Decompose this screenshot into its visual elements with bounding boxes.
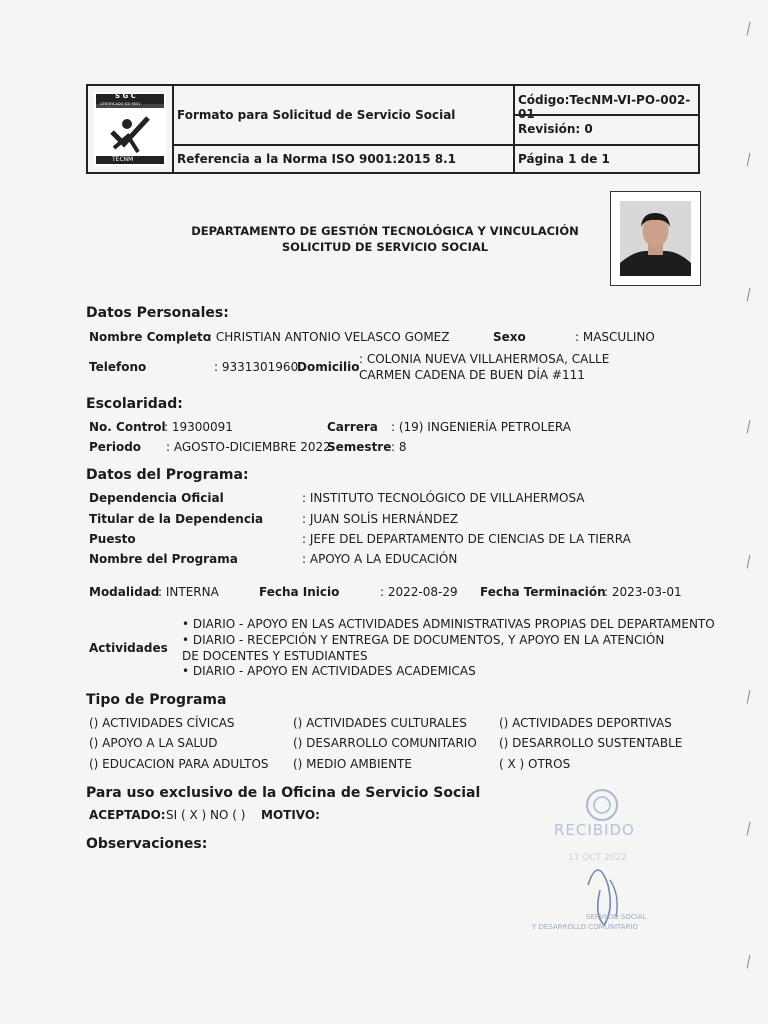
sex-label: Sexo (493, 330, 526, 344)
option-community: () DESARROLLO COMUNITARIO (293, 736, 477, 750)
career-value: : (19) INGENIERÍA PETROLERA (391, 420, 571, 434)
period-label: Periodo (89, 440, 142, 454)
received-stamp (520, 785, 680, 945)
control-label: No. Control (89, 420, 166, 434)
department-line: DEPARTAMENTO DE GESTIÓN TECNOLÓGICA Y VINCULACIÓN (191, 224, 579, 238)
option-sustainable: () DESARROLLO SUSTENTABLE (499, 736, 683, 750)
option-health: () APOYO A LA SALUD (89, 736, 218, 750)
reason-label: MOTIVO: (261, 808, 320, 822)
form-revision: Revisión: 0 (518, 122, 593, 136)
period-value: : AGOSTO-DICIEMBRE 2022 (166, 440, 331, 454)
activity-item: • DIARIO - APOYO EN LAS ACTIVIDADES ADMINISTRATIVAS PROPIAS DEL DEPARTAMENTO (182, 617, 715, 631)
address-value: : COLONIA NUEVA VILLAHERMOSA, CALLE CARMEN CADENA DE BUEN DÍA #111 (359, 352, 610, 382)
section-heading-school: Escolaridad: (86, 396, 183, 412)
section-heading-program-type: Tipo de Programa (86, 692, 227, 708)
form-code: Código:TecNM-VI-PO-002- (518, 93, 691, 107)
option-sports: () ACTIVIDADES DEPORTIVAS (499, 716, 672, 730)
section-heading-program: Datos del Programa: (86, 467, 249, 483)
header-table (86, 84, 700, 174)
stamp-received-text: RECIBIDO (554, 821, 635, 839)
stamp-line: SERVICIO SOCIAL (586, 913, 647, 921)
logo-cert-text: CERTIFICADO ISO 9001 (100, 102, 141, 106)
start-date-label: Fecha Inicio (259, 585, 340, 599)
norm-reference: Referencia a la Norma ISO 9001:2015 8.1 (177, 152, 457, 166)
scan-mark (747, 288, 754, 303)
end-date-label: Fecha Terminación (480, 585, 606, 599)
form-page: Página 1 de 1 (518, 152, 610, 166)
dependency-value: : INSTITUTO TECNOLÓGICO DE VILLAHERMOSA (302, 491, 585, 505)
accepted-label: ACEPTADO: (89, 808, 166, 822)
scan-mark (747, 555, 754, 570)
header-title-cell (174, 86, 515, 172)
phone-value: : 9331301960 (214, 360, 299, 374)
dependency-label: Dependencia Oficial (89, 491, 224, 505)
seal-icon (520, 785, 680, 945)
start-date-value: : 2022-08-29 (380, 585, 458, 599)
header-code-cell (515, 86, 698, 172)
semester-label: Semestre (327, 440, 392, 454)
option-others: ( X ) OTROS (499, 757, 571, 771)
control-value: : 19300091 (164, 420, 233, 434)
name-value: : CHRISTIAN ANTONIO VELASCO GOMEZ (208, 330, 450, 344)
accepted-value: SI ( X ) NO ( ) (166, 808, 246, 822)
name-label: Nombre Completo (89, 330, 211, 344)
mode-label: Modalidad (89, 585, 160, 599)
option-civic: () ACTIVIDADES CÍVICAS (89, 716, 235, 730)
header-divider (515, 114, 698, 116)
scan-mark (747, 955, 754, 970)
scan-mark (747, 822, 754, 837)
post-label: Puesto (89, 532, 136, 546)
phone-label: Telefono (89, 360, 147, 374)
sex-value: : MASCULINO (575, 330, 655, 344)
form-subtitle: SOLICITUD DE SERVICIO SOCIAL (281, 240, 489, 254)
option-environment: () MEDIO AMBIENTE (293, 757, 412, 771)
student-photo (610, 191, 701, 286)
activities-label: Actividades (89, 641, 168, 655)
option-adult-education: () EDUCACION PARA ADULTOS (89, 757, 269, 771)
scan-mark (747, 22, 754, 37)
program-name-value: : APOYO A LA EDUCACIÓN (302, 552, 458, 566)
activity-item: • DIARIO - APOYO EN ACTIVIDADES ACADEMICAS (182, 664, 476, 678)
scan-mark (747, 690, 754, 705)
activity-item: • DIARIO - RECEPCIÓN Y ENTREGA DE DOCUMENTOS, Y APOYO EN LA ATENCIÓN DE DOCENTES Y ESTUDIANTES (182, 633, 665, 663)
address-label: Domicilio (297, 360, 360, 374)
portrait-image (620, 201, 691, 276)
section-heading-office: Para uso exclusivo de la Oficina de Servicio Social (86, 785, 481, 801)
holder-value: : JUAN SOLÍS HERNÁNDEZ (302, 512, 459, 526)
scan-mark (747, 420, 754, 435)
form-title: Formato para Solicitud de Servicio Social (177, 108, 456, 122)
semester-value: : 8 (391, 440, 407, 454)
observations-heading: Observaciones: (86, 836, 208, 852)
mode-value: : INTERNA (158, 585, 219, 599)
post-value: : JEFE DEL DEPARTAMENTO DE CIENCIAS DE LA TIERRA (302, 532, 631, 546)
career-label: Carrera (327, 420, 378, 434)
header-divider (515, 144, 698, 146)
stamp-date: 17 OCT 2022 (568, 853, 627, 863)
stamp-line: Y DESARROLLO COMUNITARIO (532, 923, 639, 931)
department-title (160, 223, 610, 255)
sgc-logo (88, 86, 174, 172)
section-heading-personal: Datos Personales: (86, 305, 229, 321)
header-divider (174, 144, 513, 146)
option-cultural: () ACTIVIDADES CULTURALES (293, 716, 467, 730)
end-date-value: : 2023-03-01 (604, 585, 682, 599)
scan-mark (747, 153, 754, 168)
logo-sgc-text: S G C (115, 92, 136, 100)
logo-tecnm-text: TECNM (112, 156, 134, 163)
program-name-label: Nombre del Programa (89, 552, 238, 566)
holder-label: Titular de la Dependencia (89, 512, 264, 526)
